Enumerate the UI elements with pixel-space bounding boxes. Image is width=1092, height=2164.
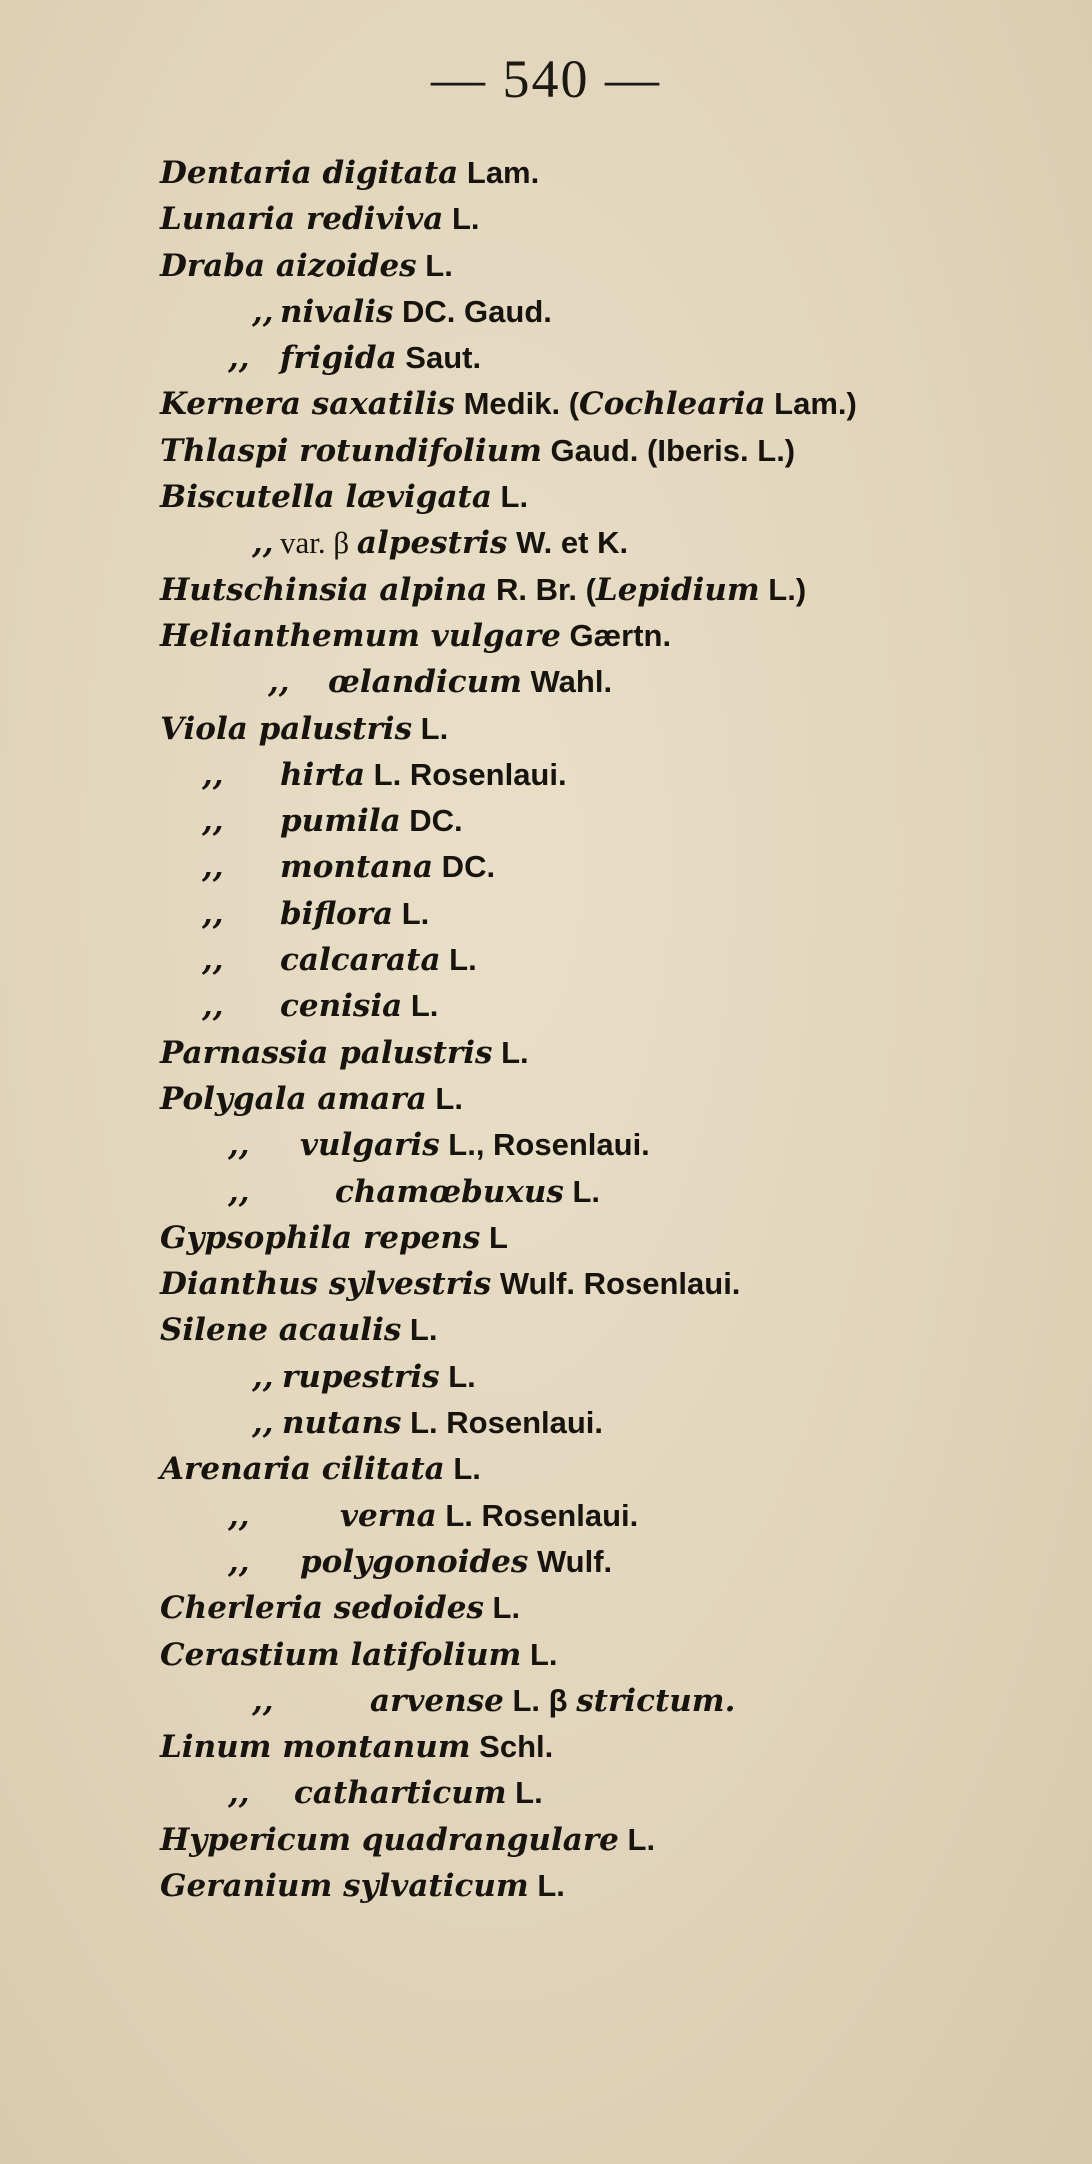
authority: Gaud. (Iberis. L.) bbox=[541, 432, 796, 468]
authority: L., Rosenlaui. bbox=[439, 1127, 650, 1163]
list-item bbox=[160, 1632, 1060, 1678]
list-item bbox=[160, 520, 1060, 566]
species-name: frigida bbox=[280, 340, 397, 377]
species-name: Parnassia palustris bbox=[160, 1034, 493, 1071]
authority: Wulf. Rosenlaui. bbox=[491, 1266, 741, 1302]
species-name: Draba aizoides bbox=[160, 247, 417, 284]
list-item bbox=[160, 983, 1060, 1029]
ditto-mark: ,, bbox=[202, 803, 224, 840]
ditto-mark: ,, bbox=[228, 1775, 250, 1812]
authority: L. bbox=[401, 1312, 438, 1348]
list-item bbox=[160, 1863, 1060, 1909]
authority: Wahl. bbox=[521, 664, 613, 700]
species-name: calcarata bbox=[280, 942, 441, 979]
list-item bbox=[160, 1770, 1060, 1816]
list-item bbox=[160, 1122, 1060, 1168]
authority: L. Rosenlaui. bbox=[365, 756, 567, 792]
species-name: Cerastium latifolium bbox=[160, 1636, 522, 1673]
authority: L. bbox=[393, 895, 430, 931]
ditto-mark: ,, bbox=[228, 1497, 250, 1534]
species-name: Geranium sylvaticum bbox=[160, 1867, 529, 1904]
synonym-authority: Lam.) bbox=[765, 386, 857, 422]
ditto-mark: ,, bbox=[202, 988, 224, 1025]
authority: R. Br. ( bbox=[487, 571, 596, 607]
species-name: Hypericum quadrangulare bbox=[160, 1821, 619, 1858]
authority: L. Rosenlaui. bbox=[436, 1497, 639, 1533]
list-item bbox=[160, 150, 1060, 196]
list-item bbox=[160, 381, 1060, 427]
authority: DC. bbox=[433, 849, 496, 885]
ditto-mark: ,, bbox=[202, 849, 224, 886]
species-name: Viola palustris bbox=[160, 710, 413, 747]
authority: Gærtn. bbox=[560, 617, 672, 653]
list-item bbox=[160, 1030, 1060, 1076]
authority: L. bbox=[492, 1034, 529, 1070]
variety-prefix: var. β bbox=[280, 525, 357, 561]
list-item bbox=[160, 474, 1060, 520]
ditto-mark: ,, bbox=[202, 756, 224, 793]
authority: L. bbox=[563, 1173, 601, 1209]
list-item bbox=[160, 428, 1060, 474]
authority: Medik. ( bbox=[455, 386, 580, 422]
species-name: Dianthus sylvestris bbox=[160, 1266, 492, 1303]
authority: L bbox=[480, 1219, 508, 1255]
ditto-mark: ,, bbox=[252, 1682, 274, 1719]
list-item bbox=[160, 1400, 1060, 1446]
species-name: montana bbox=[280, 849, 434, 886]
authority: L. bbox=[506, 1775, 543, 1811]
ditto-mark: ,, bbox=[228, 1127, 250, 1164]
authority: DC. Gaud. bbox=[393, 293, 552, 329]
species-name: biflora bbox=[280, 895, 394, 932]
species-name: Hutschinsia alpina bbox=[160, 571, 488, 608]
species-name: nutans bbox=[282, 1405, 402, 1442]
species-name: cenisia bbox=[280, 988, 403, 1025]
species-name: catharticum bbox=[294, 1775, 507, 1812]
species-name: polygonoides bbox=[300, 1543, 529, 1580]
list-item bbox=[160, 844, 1060, 890]
species-name: arvense bbox=[370, 1682, 504, 1719]
list-item bbox=[160, 1724, 1060, 1770]
authority: L. bbox=[439, 1358, 476, 1394]
authority: L. bbox=[402, 988, 439, 1024]
ditto-mark: ,, bbox=[252, 1405, 274, 1442]
authority: L. bbox=[528, 1867, 565, 1903]
authority: Schl. bbox=[470, 1729, 554, 1765]
list-item bbox=[160, 798, 1060, 844]
species-name: rupestris bbox=[282, 1358, 440, 1395]
list-item bbox=[160, 613, 1060, 659]
authority: L. bbox=[416, 247, 453, 283]
species-name: Linum montanum bbox=[160, 1729, 471, 1766]
variety-name: strictum. bbox=[576, 1682, 736, 1719]
list-item bbox=[160, 1307, 1060, 1353]
species-name: verna bbox=[340, 1497, 437, 1534]
list-item bbox=[160, 1585, 1060, 1631]
list-item bbox=[160, 659, 1060, 705]
authority: L. bbox=[491, 479, 529, 515]
species-name: Kernera saxatilis bbox=[160, 386, 455, 423]
ditto-mark: ,, bbox=[268, 664, 290, 701]
page-number: — 540 — bbox=[431, 49, 661, 109]
synonym-name: Lepidium bbox=[595, 571, 760, 608]
authority: DC. bbox=[400, 803, 463, 839]
list-item bbox=[160, 1539, 1060, 1585]
list-item bbox=[160, 1261, 1060, 1307]
authority: L. bbox=[483, 1590, 521, 1626]
authority: L. bbox=[618, 1821, 656, 1857]
list-item bbox=[160, 1817, 1060, 1863]
list-item bbox=[160, 937, 1060, 983]
list-item bbox=[160, 196, 1060, 242]
authority: L. bbox=[444, 1451, 481, 1487]
species-name: Helianthemum vulgare bbox=[160, 617, 561, 654]
species-name: Thlaspi rotundifolium bbox=[160, 432, 542, 469]
authority: L. bbox=[412, 710, 449, 746]
list-item bbox=[160, 1169, 1060, 1215]
species-name: chamœbuxus bbox=[335, 1173, 564, 1210]
species-name: Biscutella lævigata bbox=[160, 479, 492, 516]
ditto-mark: ,, bbox=[202, 895, 224, 932]
authority: Wulf. bbox=[528, 1543, 613, 1579]
ditto-mark: ,, bbox=[252, 525, 274, 562]
authority: Lam. bbox=[458, 155, 540, 190]
list-item bbox=[160, 1215, 1060, 1261]
authority: L. bbox=[443, 201, 480, 237]
authority: L. bbox=[440, 942, 477, 978]
authority: L. bbox=[426, 1080, 463, 1116]
list-item bbox=[160, 706, 1060, 752]
list-item bbox=[160, 1678, 1060, 1724]
list-item bbox=[160, 243, 1060, 289]
species-name: Lunaria rediviva bbox=[160, 201, 444, 238]
list-item bbox=[160, 1493, 1060, 1539]
ditto-mark: ,, bbox=[228, 1543, 250, 1580]
list-item bbox=[160, 891, 1060, 937]
list-item bbox=[160, 289, 1060, 335]
species-name: Cherleria sedoides bbox=[160, 1590, 484, 1627]
list-item bbox=[160, 1446, 1060, 1492]
authority: W. et K. bbox=[507, 525, 629, 561]
species-name: Dentaria digitata bbox=[160, 155, 459, 191]
species-name: vulgaris bbox=[300, 1127, 440, 1164]
list-item bbox=[160, 567, 1060, 613]
synonym-authority: L.) bbox=[759, 571, 807, 607]
list-item bbox=[160, 752, 1060, 798]
list-item bbox=[160, 335, 1060, 381]
list-item bbox=[160, 1076, 1060, 1122]
species-list bbox=[160, 150, 1060, 1909]
authority: L. bbox=[521, 1636, 558, 1672]
species-name: œlandicum bbox=[328, 664, 522, 701]
ditto-mark: ,, bbox=[228, 1173, 250, 1210]
authority: L. Rosenlaui. bbox=[401, 1405, 604, 1441]
ditto-mark: ,, bbox=[228, 340, 250, 377]
authority: Saut. bbox=[396, 340, 482, 376]
synonym-name: Cochlearia bbox=[579, 386, 766, 423]
species-name: Gypsophila repens bbox=[160, 1219, 481, 1256]
ditto-mark: ,, bbox=[252, 293, 274, 330]
ditto-mark: ,, bbox=[202, 942, 224, 979]
ditto-mark: ,, bbox=[252, 1358, 274, 1395]
species-name: Silene acaulis bbox=[160, 1312, 402, 1349]
species-name: nivalis bbox=[280, 293, 394, 330]
species-name: Polygala amara bbox=[160, 1080, 427, 1117]
species-name: hirta bbox=[280, 756, 366, 793]
authority: L. β bbox=[503, 1682, 577, 1718]
species-name: Arenaria cilitata bbox=[160, 1451, 445, 1488]
species-name: alpestris bbox=[356, 525, 508, 562]
species-name: pumila bbox=[280, 803, 401, 840]
list-item bbox=[160, 1354, 1060, 1400]
